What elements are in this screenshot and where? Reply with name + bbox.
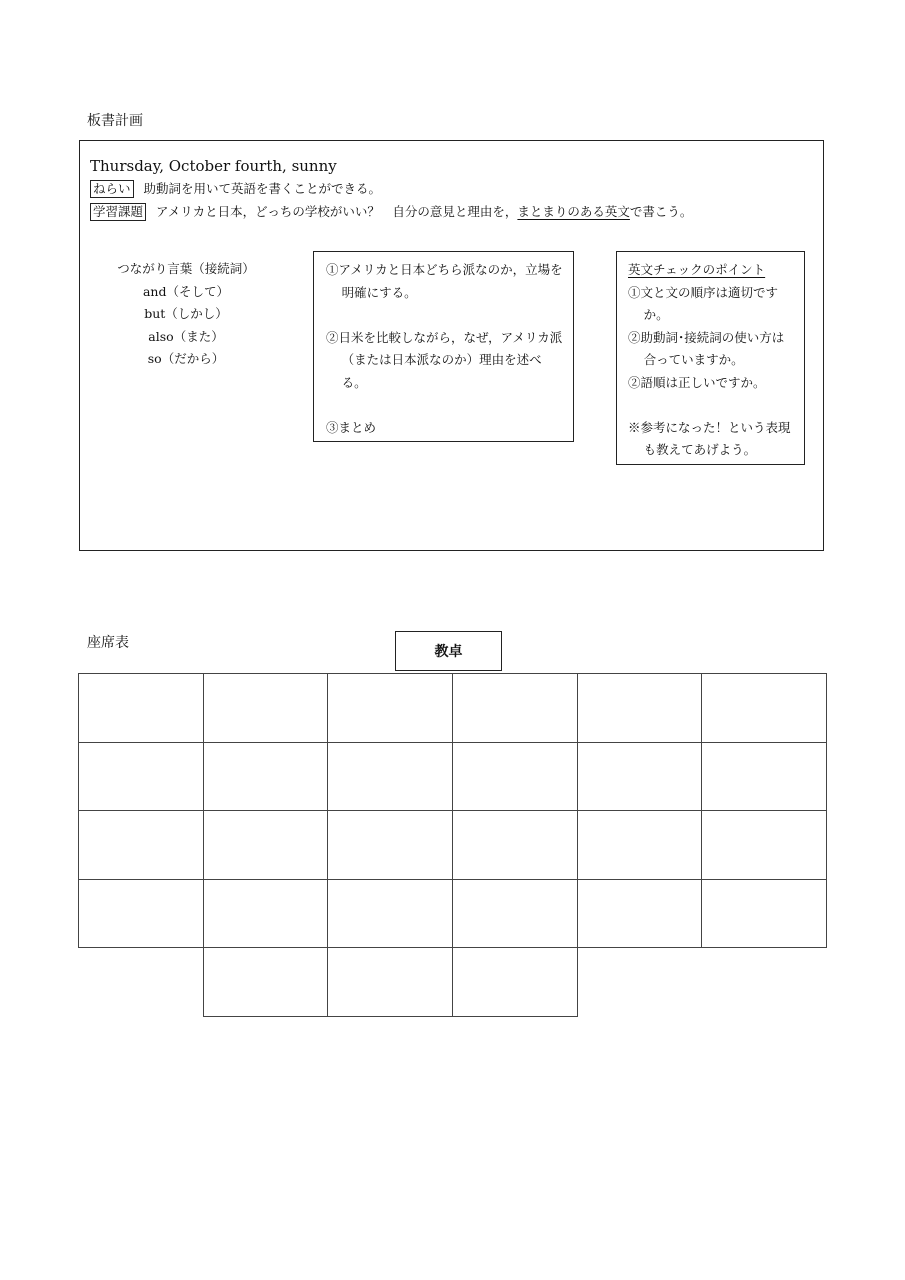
seat-cell [327, 947, 453, 1017]
task-text-before: アメリカと日本，どっちの学校がいい？ 自分の意見と理由を， [156, 204, 518, 219]
seat-cell [452, 742, 578, 812]
task-line [90, 202, 692, 221]
check-point-note: ※参考になった！という表現も教えてあげよう。 [628, 419, 791, 457]
aim-line [90, 179, 381, 198]
aim-tag: ねらい [90, 180, 134, 198]
structure-item: ②日米を比較しながら，なぜ，アメリカ派（または日本派なのか）理由を述べる。 [326, 329, 563, 390]
seat-cell [701, 879, 827, 949]
seat-cell [203, 673, 329, 743]
connective-item: but（しかし） [144, 306, 228, 321]
task-text-after: で書こう。 [629, 204, 693, 219]
seat-cell [452, 879, 578, 949]
connective-item: also（また） [148, 328, 224, 344]
check-points-box [616, 251, 805, 465]
seat-cell [577, 742, 703, 812]
seat-cell [327, 742, 453, 812]
task-tag: 学習課題 [90, 203, 146, 221]
connectives-heading: つながり言葉（接続詞） [117, 261, 255, 276]
seat-cell [203, 879, 329, 949]
seat-cell [203, 742, 329, 812]
seat-cell [203, 947, 329, 1017]
structure-item: ①アメリカと日本どちら派なのか，立場を明確にする。 [326, 262, 563, 300]
seat-cell [701, 742, 827, 812]
check-point-item: ①文と文の順序は適切ですか。 [628, 284, 779, 322]
seat-cell [577, 810, 703, 880]
seat-cell [78, 673, 204, 743]
check-points-title: 英文チェックのポイント [628, 262, 766, 277]
seat-cell [577, 673, 703, 743]
seat-cell [78, 879, 204, 949]
seat-cell [327, 810, 453, 880]
structure-item: ③まとめ [326, 419, 377, 435]
seat-cell [78, 810, 204, 880]
connectives-list [100, 258, 272, 371]
seat-cell [452, 810, 578, 880]
seat-cell [452, 673, 578, 743]
seat-cell [78, 742, 204, 812]
seat-cell [327, 879, 453, 949]
seat-cell [452, 947, 578, 1017]
seating-chart-title: 座席表 [87, 635, 129, 651]
connective-item: and（そして） [142, 283, 229, 299]
seat-cell [701, 810, 827, 880]
seat-cell [327, 673, 453, 743]
seat-cell [577, 879, 703, 949]
seat-cell [203, 810, 329, 880]
seat-cell [701, 673, 827, 743]
task-text-underlined: まとまりのある英文 [517, 204, 630, 219]
connective-item: so（だから） [147, 351, 225, 366]
structure-box [313, 251, 574, 442]
teacher-desk: 教卓 [395, 631, 502, 671]
date-line: Thursday, October fourth, sunny [90, 157, 337, 175]
board-plan-title: 板書計画 [87, 113, 143, 129]
aim-text: 助動詞を用いて英語を書くことができる。 [143, 181, 382, 196]
check-point-item: ②助動詞･接続詞の使い方は合っていますか。 [628, 329, 785, 367]
check-point-item: ②語順は正しいですか。 [628, 374, 766, 390]
